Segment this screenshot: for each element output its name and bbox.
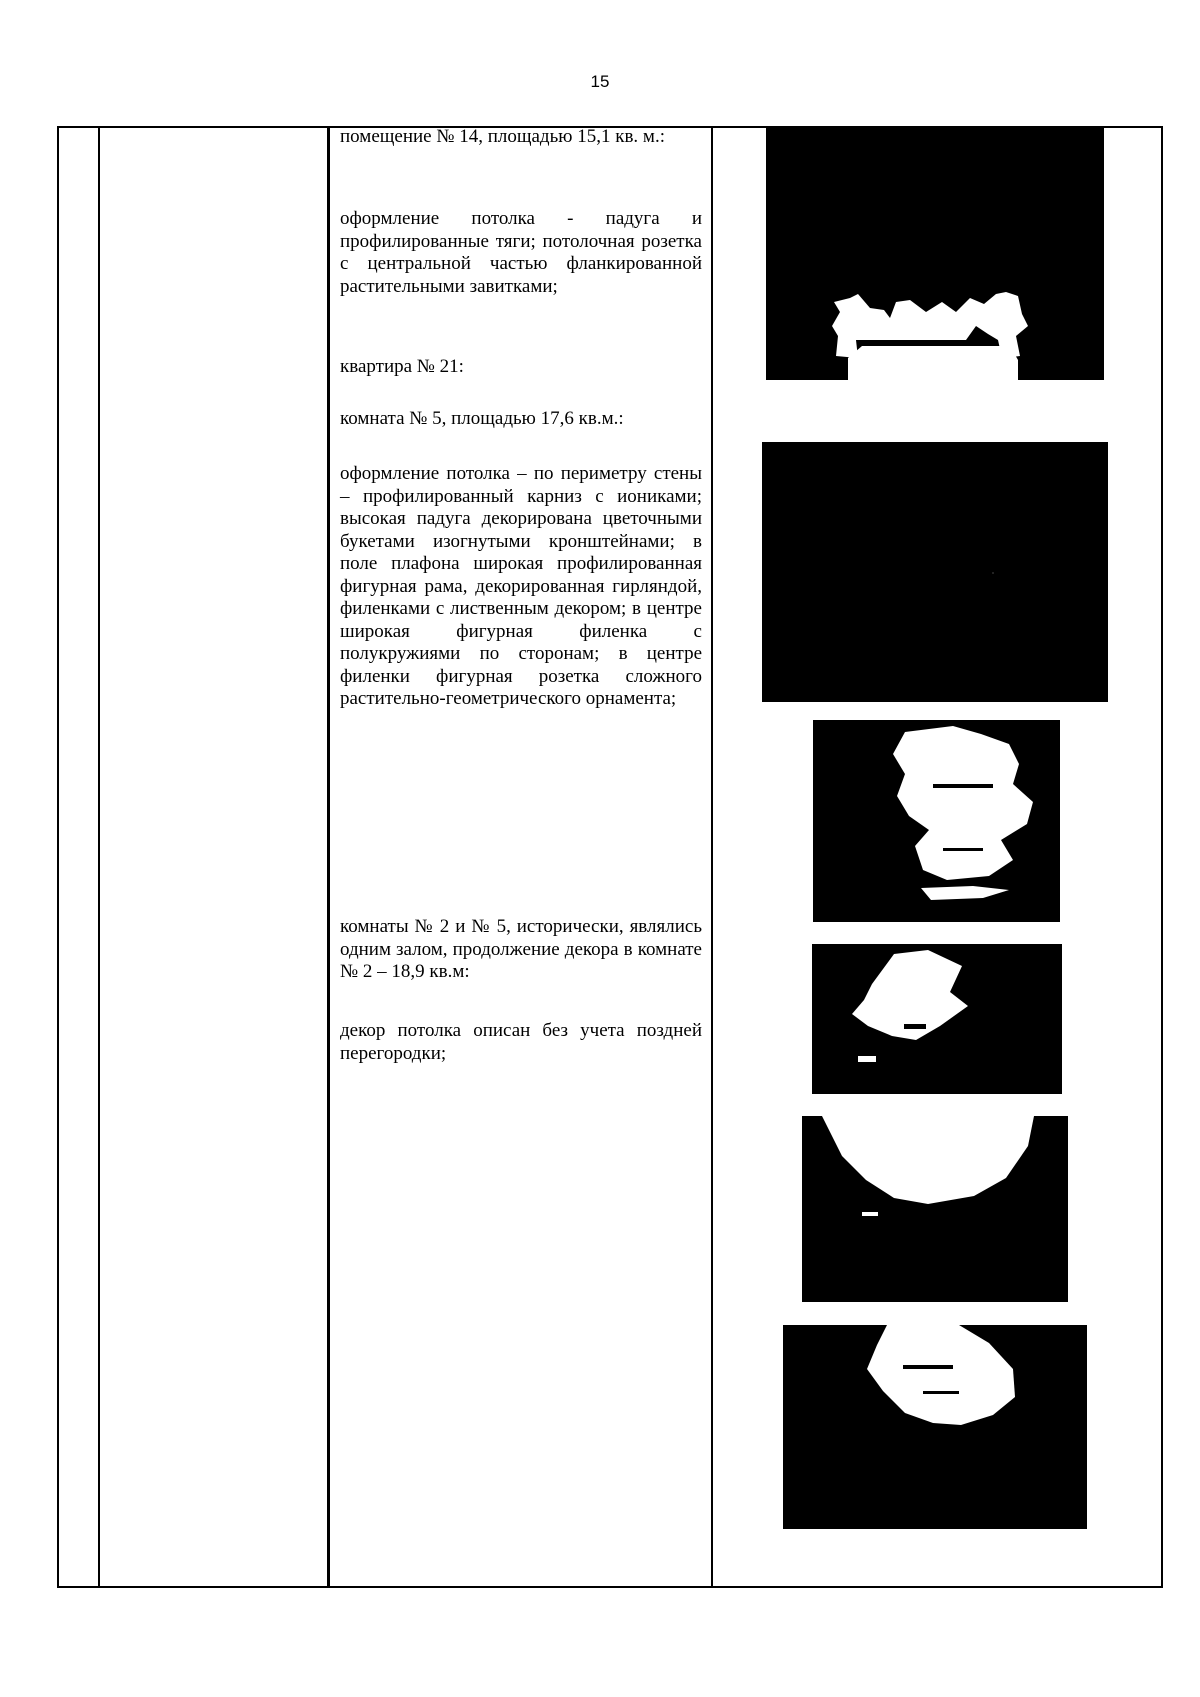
column-divider [711,126,713,1588]
ceiling-photo-3 [813,720,1060,922]
room-14-ceiling-description: оформление потолка - падуга и профилированные тяги; потолочная розетка с центральной частью фланкированной растительными завитками; [340,208,702,297]
room-5-heading: комната № 5, площадью 17,6 кв.м.: [340,408,624,429]
ceiling-photo-5 [802,1116,1068,1302]
ceiling-photo-6 [783,1325,1087,1529]
room-14-heading: помещение № 14, площадью 15,1 кв. м.: [340,126,665,147]
column-divider [98,126,100,1588]
rooms-2-5-note: комнаты № 2 и № 5, исторически, являлись одним залом, продолжение декора в комнате № 2 – 18,9 кв.м: [340,916,702,982]
ceiling-decor-note: декор потолка описан без учета поздней перегородки; [340,1020,702,1064]
apartment-21-heading: квартира № 21: [340,356,464,377]
ceiling-photo-2 [762,442,1108,702]
page-number: 15 [590,72,610,91]
ceiling-photo-4 [812,944,1062,1094]
ceiling-photo-1 [766,126,1104,380]
room-5-ceiling-description: оформление потолка – по периметру стены – профилированный карниз с иониками; высокая падуга декорирована цветочными букетами изогнутыми кронштейнами; в поле плафона широкая профилированная фигурная рама, декорированная гирляндой, филенками с лиственным декором; в центре широкая фигурная филенка с полукружиями по сторонам; в центре филенки фигурная розетка сложного растительно-геометрического орнамента; [340,463,702,709]
column-divider [327,126,330,1588]
